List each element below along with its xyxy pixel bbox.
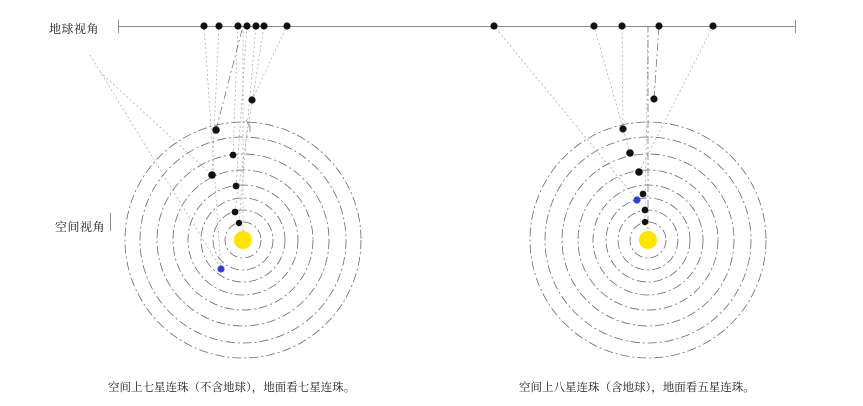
projection-dot: [590, 22, 597, 29]
sight-line: [216, 26, 243, 130]
projections-right: [490, 22, 716, 29]
projection-dot: [234, 22, 241, 29]
planet-earth: [217, 265, 224, 272]
sight-line-long: [90, 55, 221, 269]
planet-jupiter: [635, 168, 643, 176]
projection-dot: [283, 22, 290, 29]
planet-earth: [633, 196, 640, 203]
projections-left: [200, 22, 290, 29]
projection-dot: [655, 22, 662, 29]
projection-dot: [200, 22, 207, 29]
sight-line: [239, 26, 256, 223]
projection-dot: [260, 22, 267, 29]
label-space-view: 空间视角: [55, 220, 106, 234]
projection-dot: [618, 22, 625, 29]
planet-saturn: [626, 149, 634, 157]
planet-mercury: [642, 219, 648, 225]
planet-mars: [640, 191, 647, 198]
sun-left: [234, 231, 252, 249]
sight-line: [204, 26, 221, 269]
sight-line: [212, 26, 219, 175]
panel-left: [90, 22, 361, 358]
planet-saturn: [212, 126, 220, 134]
planet-venus: [642, 207, 649, 214]
sight-line: [235, 26, 264, 212]
caption-left: 空间上七星连珠（不含地球），地面看七星连珠。: [108, 380, 356, 394]
sight-line: [639, 26, 713, 172]
planet-uranus: [248, 96, 255, 103]
projection-dot: [709, 22, 716, 29]
planets-right: [619, 95, 657, 225]
sight-line: [654, 26, 659, 99]
panel-right: [490, 22, 766, 358]
planet-neptune: [230, 152, 237, 159]
sight-line: [236, 26, 247, 186]
planet-jupiter: [208, 171, 216, 179]
sight-lines-left: [90, 26, 287, 269]
sight-line-long: [100, 72, 212, 175]
projection-dot: [243, 22, 250, 29]
projection-dot: [490, 22, 497, 29]
corner-mark: [246, 120, 250, 126]
planet-mercury: [236, 220, 242, 226]
sight-line: [233, 26, 238, 155]
sight-line: [494, 26, 637, 200]
sight-line: [594, 26, 630, 153]
planet-venus: [232, 209, 239, 216]
sun-right: [639, 231, 657, 249]
planet-uranus: [619, 125, 626, 132]
sight-line: [252, 26, 287, 100]
projection-dot: [252, 22, 259, 29]
projection-dot: [215, 22, 222, 29]
caption-right: 空间上八星连珠（含地球），地面看五星连珠。: [519, 380, 755, 394]
sight-line: [622, 26, 623, 129]
label-earth-view: 地球视角: [49, 22, 100, 36]
planet-mars: [233, 183, 240, 190]
planet-neptune: [650, 95, 657, 102]
